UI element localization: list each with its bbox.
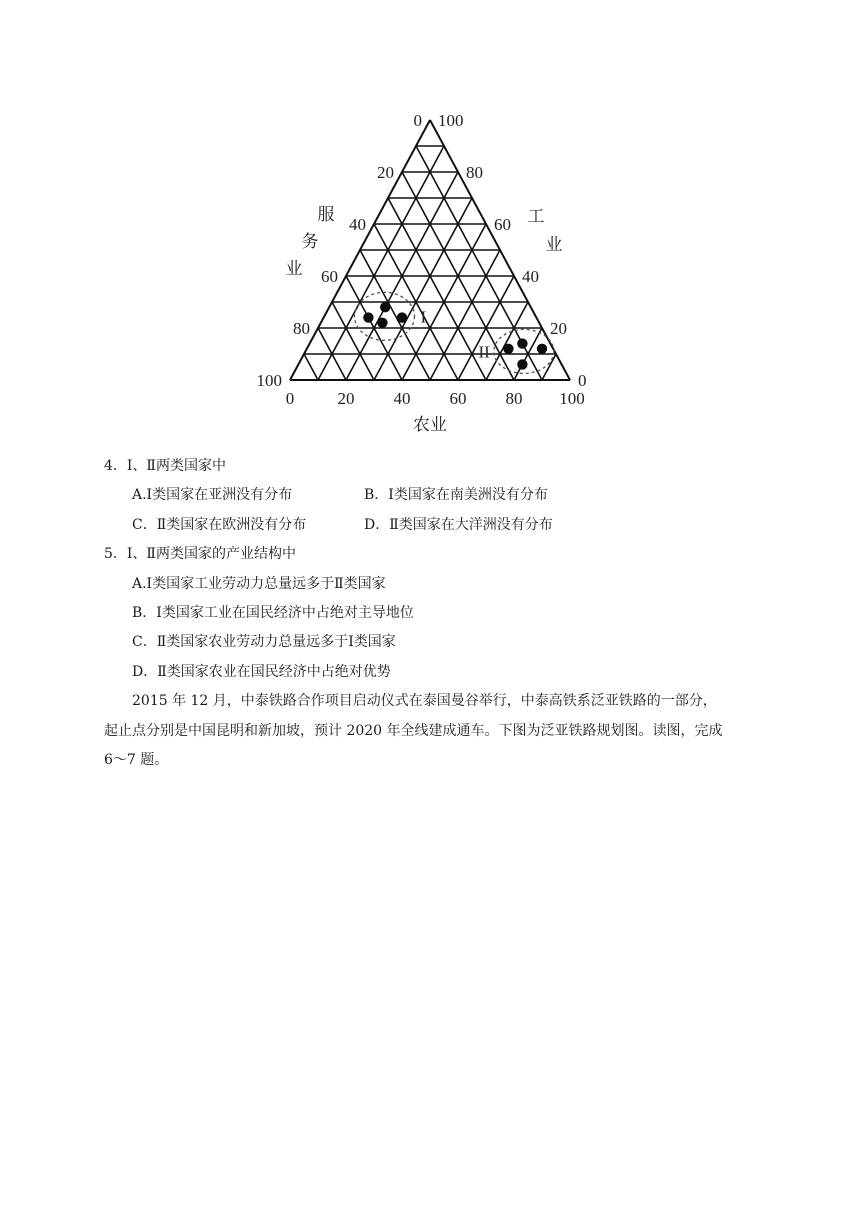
- service-tick-label: 0: [413, 111, 422, 130]
- agriculture-tick-label: 20: [337, 389, 355, 408]
- passage-line-3: 6～7 题。: [104, 751, 169, 768]
- q4-option-c: C．Ⅱ类国家在欧洲没有分布: [132, 516, 307, 533]
- country-point: [377, 318, 387, 328]
- service-axis-char: 务: [301, 232, 319, 252]
- agriculture-tick-label: 0: [285, 389, 295, 408]
- q5-option-a: A.Ⅰ类国家工业劳动力总量远多于Ⅱ类国家: [132, 575, 386, 592]
- passage-line-1: 2015 年 12 月，中泰铁路合作项目启动仪式在泰国曼谷举行，中泰高铁系泛亚铁路的一部分，: [132, 693, 717, 710]
- country-point: [517, 359, 527, 369]
- service-tick-label: 40: [349, 215, 366, 234]
- service-axis-char: 业: [285, 259, 303, 279]
- country-point: [397, 312, 407, 322]
- grid-line-agriculture-30: [374, 198, 472, 380]
- q4-option-b: B．Ⅰ类国家在南美洲没有分布: [364, 487, 548, 504]
- grid-line-service-90: [304, 354, 318, 380]
- ternary-diagram-svg: [240, 100, 620, 440]
- agriculture-tick-label: 100: [559, 389, 585, 408]
- industry-tick-label: 80: [466, 163, 483, 182]
- agriculture-ticks: [286, 389, 585, 408]
- industry-tick-label: 60: [494, 215, 511, 234]
- service-tick-label: 20: [377, 163, 394, 182]
- country-point: [537, 344, 547, 354]
- service-tick-label: 60: [321, 267, 338, 286]
- industry-axis-char: 工: [527, 207, 545, 227]
- q4-stem: 4．Ⅰ、Ⅱ两类国家中: [104, 458, 226, 474]
- service-tick-label: 80: [293, 319, 310, 338]
- country-point: [503, 344, 513, 354]
- industry-tick-label: 20: [550, 319, 567, 338]
- industry-axis-char: 业: [545, 235, 563, 255]
- industry-tick-label: 40: [522, 267, 539, 286]
- agriculture-tick-label: 80: [505, 389, 523, 408]
- triangle-grid: [290, 120, 570, 380]
- group-label: I: [420, 307, 427, 327]
- q5-option-d: D．Ⅱ类国家农业在国民经济中占绝对优势: [132, 663, 391, 680]
- questions: [104, 452, 764, 775]
- agriculture-tick-label: 60: [449, 389, 467, 408]
- q5-option-b: B．Ⅰ类国家工业在国民经济中占绝对主导地位: [132, 604, 414, 621]
- country-point: [517, 338, 527, 348]
- agriculture-axis-name: 农业: [413, 415, 447, 435]
- service-tick-label: 100: [256, 371, 282, 390]
- grid-line-service-30: [388, 198, 486, 380]
- q4-option-a: A.Ⅰ类国家在亚洲没有分布: [132, 487, 293, 504]
- service-axis-char: 服: [317, 205, 335, 225]
- q4-option-d: D．Ⅱ类国家在大洋洲没有分布: [364, 516, 553, 533]
- country-point: [380, 302, 390, 312]
- q5-option-c: C．Ⅱ类国家农业劳动力总量远多于Ⅰ类国家: [132, 634, 396, 651]
- industry-tick-label: 0: [578, 371, 587, 390]
- group-label: II: [478, 342, 490, 362]
- country-point: [363, 312, 373, 322]
- ternary-diagram: [240, 100, 620, 440]
- agriculture-tick-label: 40: [393, 389, 411, 408]
- q5-stem: 5．Ⅰ、Ⅱ两类国家的产业结构中: [104, 546, 296, 563]
- q4-options-row1: [104, 481, 764, 510]
- passage-line-2: 起止点分别是中国昆明和新加坡，预计 2020 年全线建成通车。下图为泛亚铁路规划图。读图，完成: [104, 722, 723, 739]
- industry-tick-label: 100: [438, 111, 464, 130]
- q4-options-row2: [104, 511, 764, 540]
